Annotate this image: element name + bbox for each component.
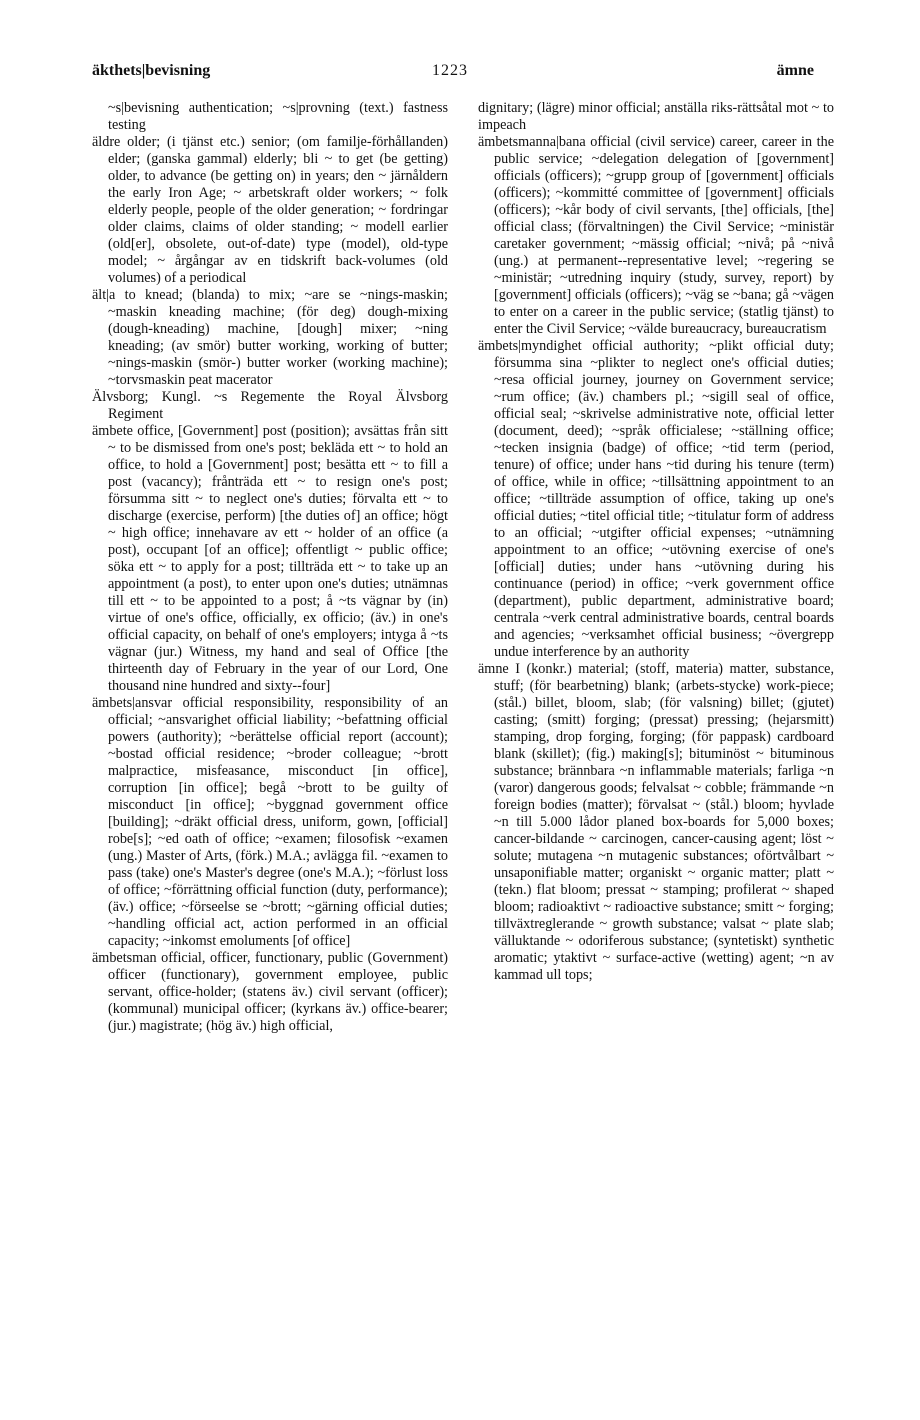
page-number: 1223 bbox=[432, 62, 468, 79]
dictionary-entry: ält|a to knead; (blanda) to mix; ~are se ~nings-maskin; ~maskin kneading machine; (för deg) dough-mixing (dough-kneading) machine, [dough] mixer; ~ning kneading; (av smör) butter working, working of butter; ~nings-maskin (smör-) butter worker (working machine); ~torvsmaskin peat macerator bbox=[92, 287, 448, 388]
right-column bbox=[478, 100, 834, 984]
dictionary-entry: äldre older; (i tjänst etc.) senior; (om familje-förhållanden) elder; (ganska gammal) elderly; bli ~ to get (be getting) older, to advance (be getting on) in years; den ~ järnåldern the early Iron Age; ~ arbetskraft older workers; ~ folk elderly people, people of the older generation; ~ fordringar older claims, claims of older standing; ~ modell earlier (old[er], obsolete, out-of-date) type (model), old-type model; ~ årgångar av en tidskrift back-volumes (old volumes) of a periodical bbox=[92, 134, 448, 286]
dictionary-entry: ämbets|myndighet official authority; ~plikt official duty; försumma sina ~plikter to neglect one's official duties; ~resa official journey, journey on Government service; ~rum office; (äv.) chambers pl.; ~sigill seal of office, official seal; ~skrivelse administrative note, official letter (document, deed); ~språk officialese; ~ställning office; ~tecken insignia (badge) of office; ~tid term (period, tenure) of office; under hans ~tid during his tenure (term) of office, while in office; ~tillsättning appointment to an office; ~tillträde assumption of office, taking up one's official duties; ~titel official title; ~titulatur form of address to an official; ~utgifter official expenses; ~utnämning appointment to an office; ~utövning exercise of one's [official] duties; under hans ~utövning during his continuance (period) in office; ~verk government office (department), public department, administrative board; centrala ~verk central administrative boards, central boards and agencies; ~verksamhet official business; ~övergrepp undue interference by an authority bbox=[478, 338, 834, 660]
dictionary-entry: Älvsborg; Kungl. ~s Regemente the Royal Älvsborg Regiment bbox=[92, 389, 448, 422]
dictionary-entry: ämbete office, [Government] post (position); avsättas från sitt ~ to be dismissed from one's post; bekläda ett ~ to hold an office, to hold a [Government] post; besätta ett ~ to fill a post (vacancy); frånträda ett ~ to resign one's post; försumma sitt ~ to neglect one's duties; förvalta ett ~ to discharge (exercise, perform) [the duties of] an office; högt ~ high office; innehavare av ett ~ holder of an office (a post), occupant [of an office]; offentligt ~ public office; söka ett ~ to apply for a post; tillträda ett ~ to take up an appointment (a post), to enter upon one's duties; utnämnas till ett ~ to be appointed to a post; å ~ts vägnar by (in) virtue of one's office, officially, ex officio; (äv.) in one's official capacity, on behalf of one's employers; intyga å ~ts vägnar (jur.) Witness, my hand and seal of Office [the thirteenth day of February in the year of our Lord, One thousand nine hundred and sixty--four] bbox=[92, 423, 448, 694]
dictionary-entry: ämne I (konkr.) material; (stoff, materia) matter, substance, stuff; (för bearbetning) blank; (arbets-stycke) work-piece; (stål.) billet, bloom, slab; (för valsning) billet; (gjutet) casting; (smitt) forging; (pressat) pressing; (hejarsmitt) stamping, drop forging, forging; (för pappask) cardboard blank (skillet); (fig.) making[s]; bituminöst ~ bituminous substance; brännbara ~n inflammable materials; farliga ~n (varor) dangerous goods; felvalsat ~ cobble; främmande ~n foreign bodies (matter); förvalsat ~ (stål.) bloom; hyvlade ~n till 5.000 lådor planed box-boards for 5,000 boxes; cancer-bildande ~ carcinogen, cancer-causing agent; löst ~ solute; mutagena ~n mutagenic substances; oförtvålbart ~ unsaponifiable matter; organiskt ~ organic matter; platt ~ (tekn.) flat bloom; pressat ~ stamping; profilerat ~ shaped bloom; radioaktivt ~ radioactive substance; smitt ~ forging; tillväxtreglerande ~ growth substance; valsat ~ plate slab; välluktande ~ odoriferous substance; (syntetiskt) synthetic aromatic; ytaktivt ~ surface-active (wetting) agent; ~n av kammad ull tops; bbox=[478, 661, 834, 983]
header-left-guideword: äkthets|bevisning bbox=[92, 62, 211, 79]
dictionary-entry: ämbets|ansvar official responsibility, responsibility of an official; ~ansvarighet official liability; ~befattning official powers (authority); ~berättelse official report (account); ~bostad official residence; ~broder colleague; ~brott malpractice, misfeasance, misconduct [in office], corruption [in office]; begå ~brott to be guilty of misconduct [in office]; ~byggnad government office [building]; ~dräkt official dress, uniform, gown, [official] robe[s]; ~ed oath of office; ~examen; filosofisk ~examen (ung.) Master of Arts, (förk.) M.A.; avlägga fil. ~examen to pass (take) one's Master's degree (one's M.A.); ~förlust loss of office; ~förrättning official function (duty, performance); (äv.) office; ~förseelse se ~brott; ~gärning official duties; ~handling official act, action performed in an official capacity; ~inkomst emoluments [of office] bbox=[92, 695, 448, 949]
dictionary-entry: ~s|bevisning authentication; ~s|provning (text.) fastness testing bbox=[108, 100, 448, 133]
header-right-guideword: ämne bbox=[776, 62, 814, 79]
dictionary-entry: ämbetsman official, officer, functionary, public (Government) officer (functionary), government employee, public servant, office-holder; (statens äv.) civil servant (officer); (kommunal) municipal officer; (kyrkans äv.) office-bearer; (jur.) magistrate; (hög äv.) high official, bbox=[92, 950, 448, 1034]
page-header bbox=[0, 62, 920, 86]
dictionary-entry: ämbetsmanna|bana official (civil service) career, career in the public service; ~delegation delegation of [government] officials (officers); ~grupp group of [government] officials (officers); ~kommitté committee of [government] officials (officers); ~kår body of civil servants, [the] officials, [the] official class; (förvaltningen) the Civil Service; ~ministär caretaker government; ~mässig official; ~nivå; på ~nivå (ung.) at permanent--representative level; ~regering se ~ministär; ~utredning inquiry (study, survey, report) by [government] officials (officers); ~väg se ~bana; gå ~vägen to enter on a career in the public service; (statlig tjänst) to enter the Civil Service; ~välde bureaucracy, bureaucratism bbox=[478, 134, 834, 337]
dictionary-entry: dignitary; (lägre) minor official; anställa riks-rättsåtal mot ~ to impeach bbox=[478, 100, 834, 133]
left-column bbox=[92, 100, 448, 1035]
